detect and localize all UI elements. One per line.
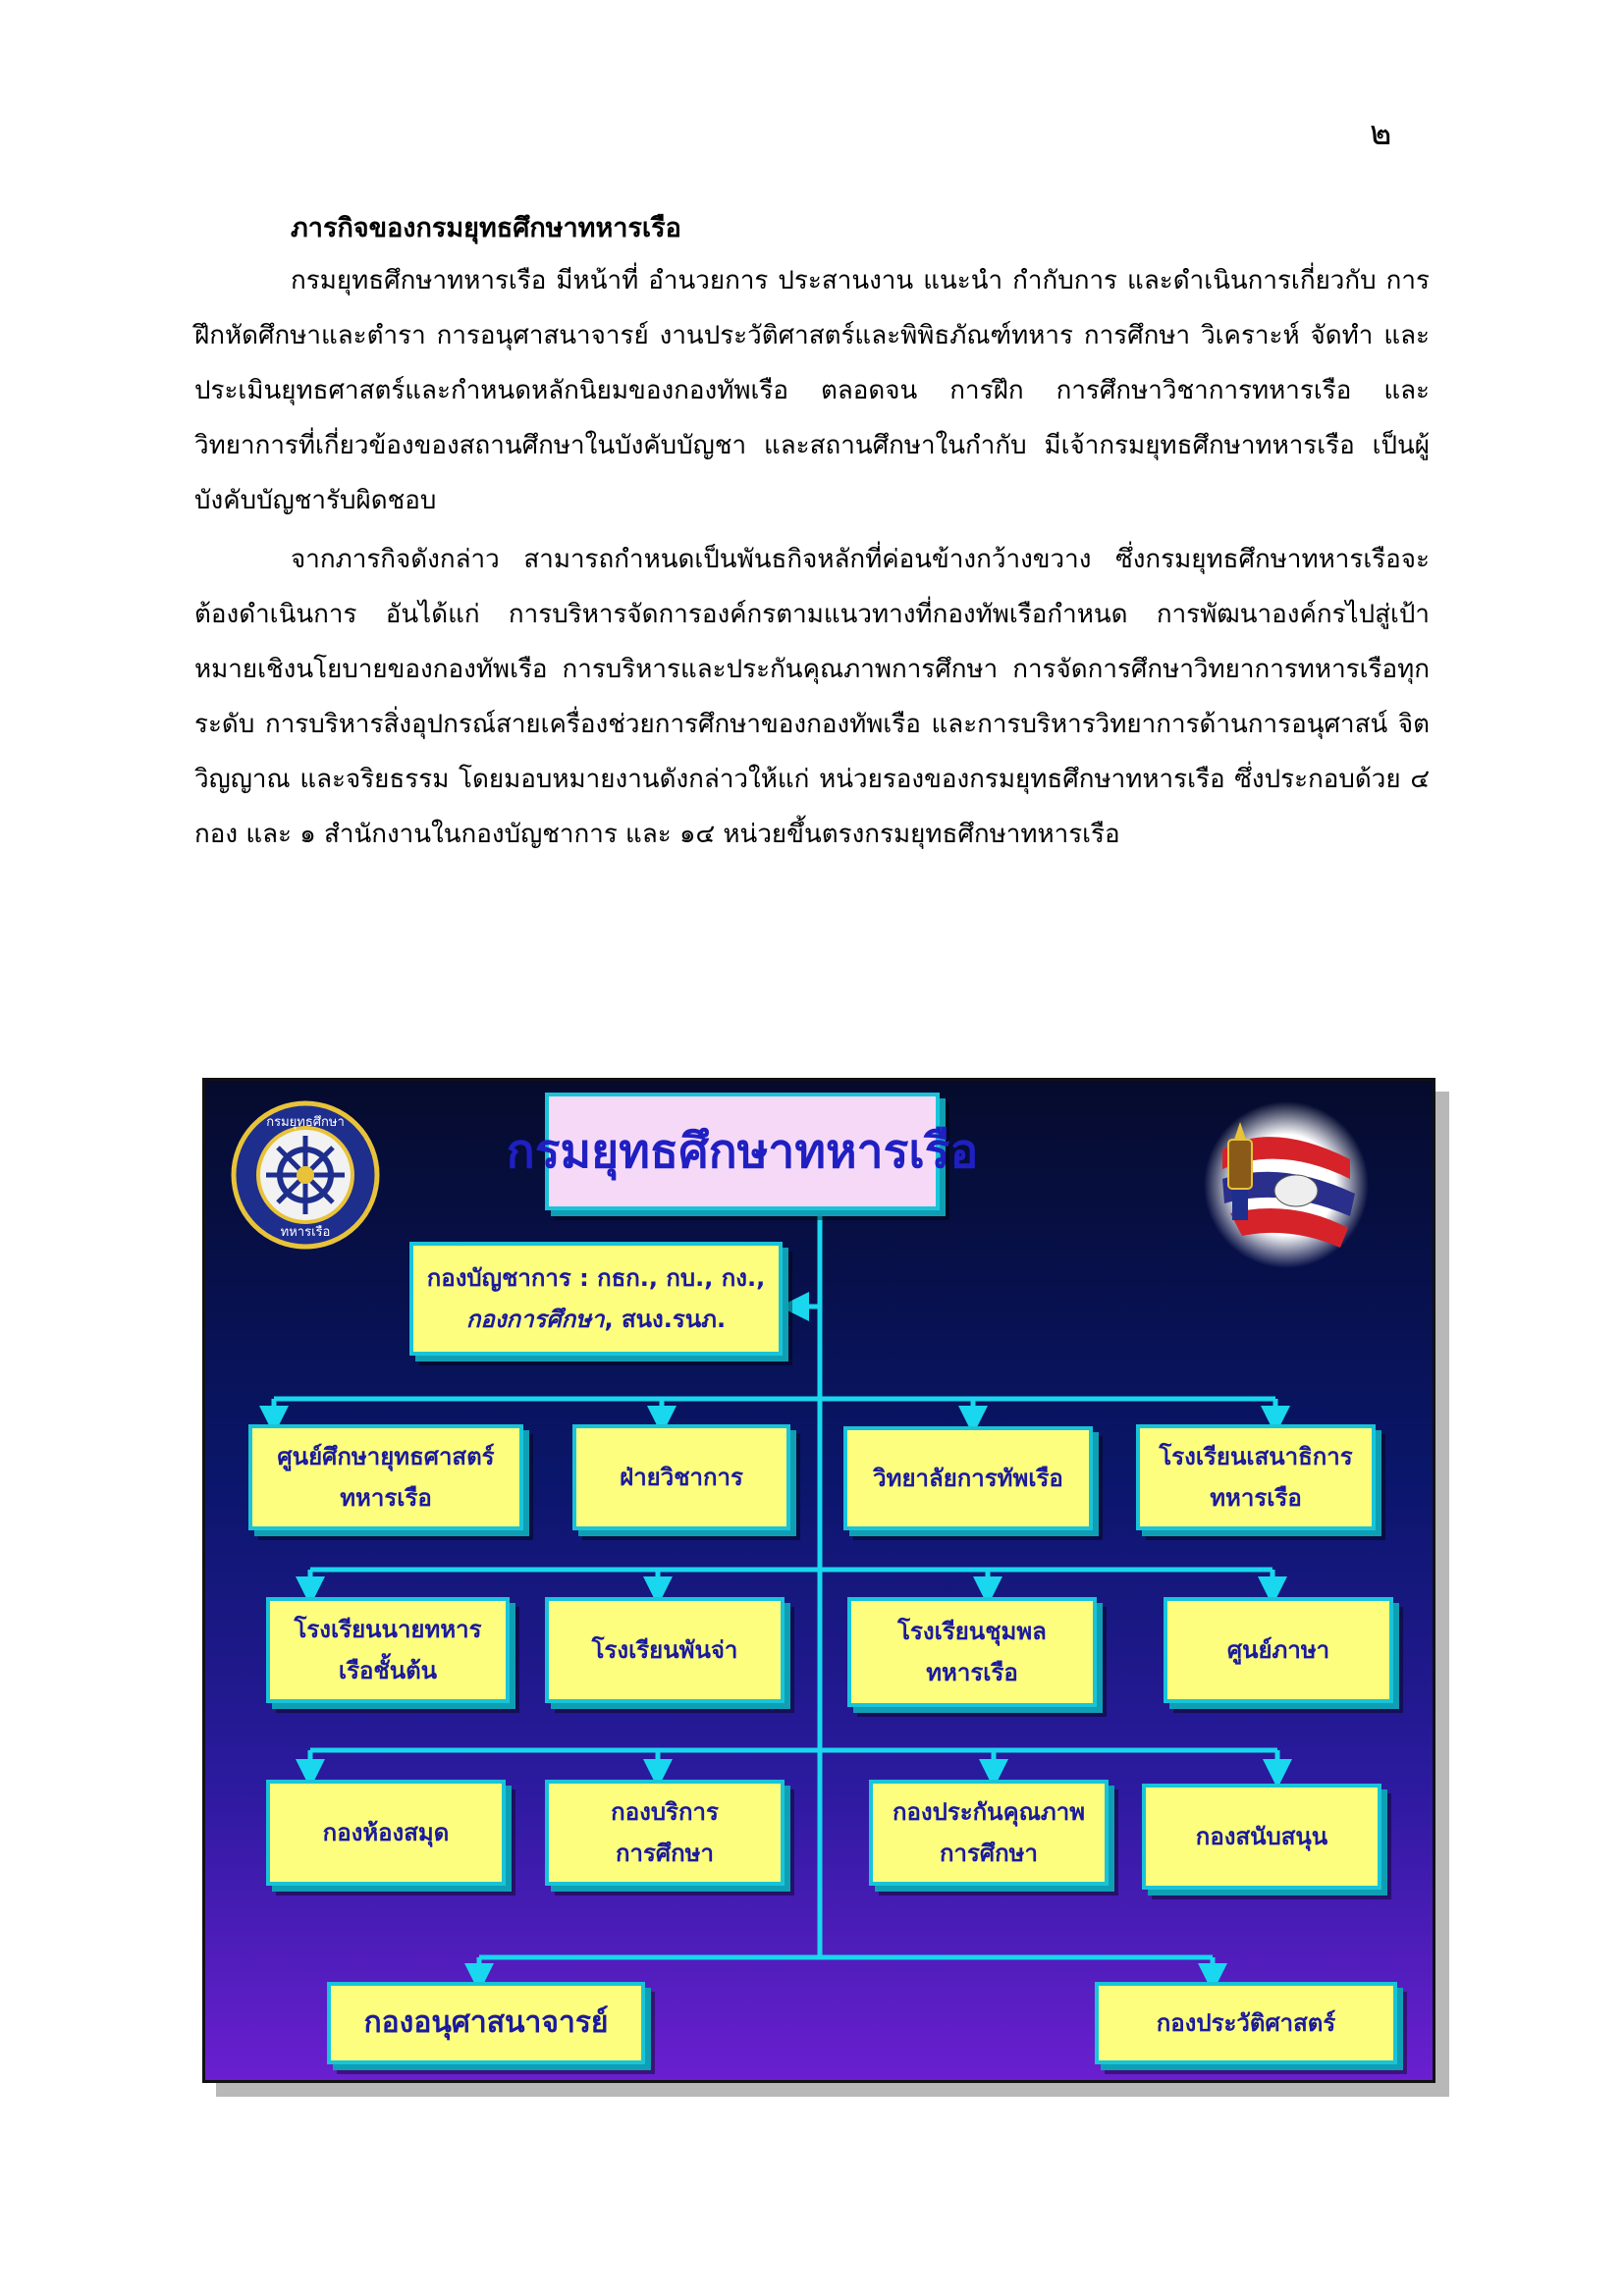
org-box-r1-4: โรงเรียนเสนาธิการ ทหารเรือ — [1136, 1424, 1376, 1530]
svg-text:ทหารเรือ: ทหารเรือ — [280, 1225, 331, 1240]
org-box-r4-2: กองประวัติศาสตร์ — [1095, 1982, 1397, 2064]
paragraph-1: กรมยุทธศึกษาทหารเรือ มีหน้าที่ อำนวยการ ประสานงาน แนะนำ กำกับการ และดำเนินการเกี่ยวกับ การฝึกหัดศึกษาและตำรา การอนุศาสนาจารย์ งานประวัติศาสตร์และพิพิธภัณฑ์ทหาร การศึกษา วิเคราะห์ จัดทำ และประเมินยุทธศาสตร์และกำหนดหลักนิยมของกองทัพเรือ ตลอดจน การฝึก การศึกษาวิชาการทหารเรือ และวิทยาการที่เกี่ยวข้องของสถานศึกษาในบังคับบัญชา และสถานศึกษาในกำกับ มีเจ้ากรมยุทธศึกษาทหารเรือ เป็นผู้บังคับบัญชารับผิดชอบ — [194, 266, 1430, 515]
org-box-r1-1: ศูนย์ศึกษายุทธศาสตร์ ทหารเรือ — [248, 1424, 523, 1530]
org-box-r2-4: ศูนย์ภาษา — [1164, 1597, 1393, 1703]
org-box-r3-4: กองสนับสนุน — [1142, 1784, 1381, 1890]
org-box-r1-3: วิทยาลัยการทัพเรือ — [843, 1426, 1093, 1530]
org-box-r2-3: โรงเรียนชุมพล ทหารเรือ — [847, 1597, 1097, 1707]
org-box-r3-3: กองประกันคุณภาพ การศึกษา — [869, 1780, 1109, 1886]
navy-education-emblem — [231, 1100, 380, 1250]
org-box-r1-2: ฝ่ายวิชาการ — [572, 1424, 790, 1530]
org-box-hq: กองบัญชาการ : กธก., กบ., กง., กองการศึกษา, สนง.รนภ. — [409, 1242, 783, 1356]
page-number: ๒ — [1370, 114, 1392, 153]
org-box-r3-2: กองบริการ การศึกษา — [545, 1780, 785, 1886]
section-heading: ภารกิจของกรมยุทธศึกษาทหารเรือ — [291, 213, 681, 243]
org-box-r4-1: กองอนุศาสนาจารย์ — [327, 1982, 645, 2064]
thai-flag-emblem — [1203, 1100, 1370, 1269]
org-box-r2-1: โรงเรียนนายทหาร เรือชั้นต้น — [266, 1597, 510, 1703]
org-box-r2-2: โรงเรียนพันจ่า — [545, 1597, 785, 1703]
org-chart — [202, 1078, 1435, 2083]
svg-text:กรมยุทธศึกษา: กรมยุทธศึกษา — [266, 1115, 345, 1130]
paragraph-2: จากภารกิจดังกล่าว สามารถกำหนดเป็นพันธกิจหลักที่ค่อนข้างกว้างขวาง ซึ่งกรมยุทธศึกษาทหารเรือจะต้องดำเนินการ อันได้แก่ การบริหารจัดการองค์กรตามแนวทางที่กองทัพเรือกำหนด การพัฒนาองค์กรไปสู่เป้าหมายเชิงนโยบายของกองทัพเรือ การบริหารและประกันคุณภาพการศึกษา การจัดการศึกษาวิทยาการทหารเรือทุกระดับ การบริหารสิ่งอุปกรณ์สายเครื่องช่วยการศึกษาของกองทัพเรือ และการบริหารวิทยาการด้านการอนุศาสน์ จิตวิญญาณ และจริยธรรม โดยมอบหมายงานดังกล่าวให้แก่ หน่วยรองของกรมยุทธศึกษาทหารเรือ ซึ่งประกอบด้วย ๔ กอง และ ๑ สำนักงานในกองบัญชาการ และ ๑๔ หน่วยขึ้นตรงกรมยุทธศึกษาทหารเรือ — [194, 545, 1430, 849]
org-box-r3-1: กองห้องสมุด — [266, 1780, 506, 1886]
org-box-top: กรมยุทธศึกษาทหารเรือ — [545, 1093, 940, 1210]
